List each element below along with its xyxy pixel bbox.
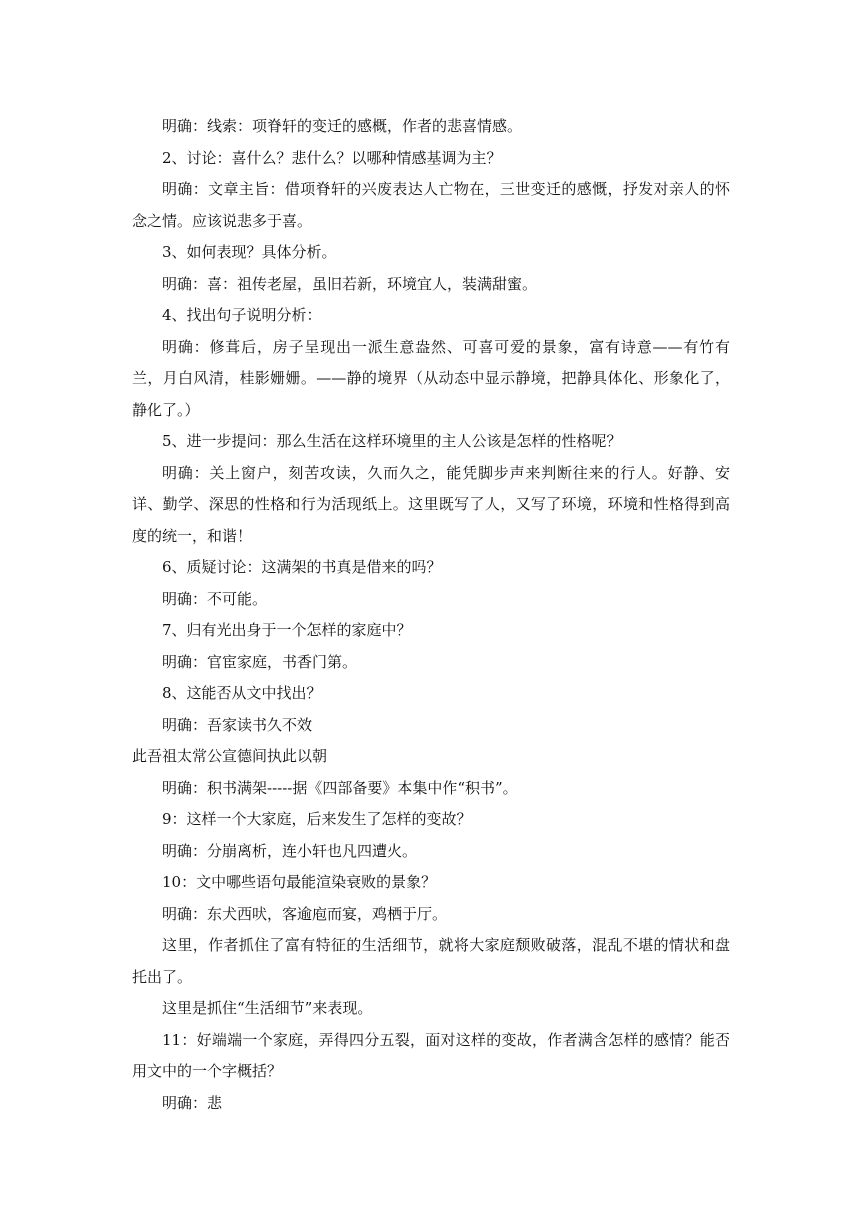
- paragraph: 明确：线索：项脊轩的变迁的感概，作者的悲喜情感。: [162, 117, 523, 135]
- paragraph: 明确：文章主旨：借项脊轩的兴废表达人亡物在，三世变迁的感慨，抒发对亲人的怀念之情。应该说悲多于喜。: [132, 180, 730, 230]
- question-heading: 7、归有光出身于一个怎样的家庭中？: [162, 621, 412, 639]
- paragraph: 明确：吾家读书久不效: [162, 715, 313, 734]
- question-heading: 10：文中哪些语句最能渲染衰败的景象？: [162, 873, 437, 891]
- paragraph: 明确：东犬西吠，客逾庖而宴，鸡栖于厅。: [162, 904, 448, 923]
- paragraph: 明确：分崩离析，连小轩也凡四遭火。: [162, 841, 418, 860]
- paragraph: 明确：积书满架-----据《四部备要》本集中作“积书”。: [162, 778, 518, 797]
- question-heading: 9：这样一个大家庭，后来发生了怎样的变故？: [162, 810, 472, 828]
- paragraph: 明确：官宦家庭，书香门第。: [162, 652, 358, 671]
- paragraph: 明确：关上窗户，刻苦攻读，久而久之，能凭脚步声来判断往来的行人。好静、安详、勤学、深思的性格和行为活现纸上。这里既写了人，又写了环境，环境和性格得到高度的统一，和谐！: [132, 463, 730, 545]
- paragraph: 明确：喜：祖传老屋，虽旧若新，环境宜人，装满甜蜜。: [162, 274, 538, 293]
- question-heading: 11：好端端一个家庭，弄得四分五裂，面对这样的变故，作者满含怎样的感情？能否用文中的一个字概括？: [132, 1030, 730, 1080]
- paragraph: 这里是抓住“生活细节”来表现。: [162, 999, 373, 1017]
- question-heading: 6、质疑讨论：这满架的书真是借来的吗？: [162, 558, 442, 576]
- question-heading: 4、找出句子说明分析：: [162, 306, 322, 324]
- question-heading: 3、如何表现？具体分析。: [162, 243, 337, 261]
- paragraph: 明确：悲: [162, 1093, 223, 1112]
- paragraph: 这里，作者抓住了富有特征的生活细节，就将大家庭颓败破落，混乱不堪的情状和盘托出了。: [132, 936, 730, 986]
- document-body: [132, 111, 730, 1119]
- question-heading: 2、讨论：喜什么？悲什么？以哪种情感基调为主？: [162, 148, 502, 167]
- paragraph: 明确：不可能。: [162, 589, 268, 608]
- question-heading: 5、进一步提问：那么生活在这样环境里的主人公该是怎样的性格呢？: [162, 432, 622, 450]
- quote-line: 此吾祖太常公宣德间执此以朝: [132, 747, 328, 765]
- question-heading: 8、这能否从文中找出？: [162, 684, 322, 702]
- paragraph: 明确：修葺后，房子呈现出一派生意盎然、可喜可爱的景象，富有诗意——有竹有兰，月白风清，桂影姗姗。——静的境界（从动态中显示静境，把静具体化、形象化了，静化了。）: [132, 337, 730, 419]
